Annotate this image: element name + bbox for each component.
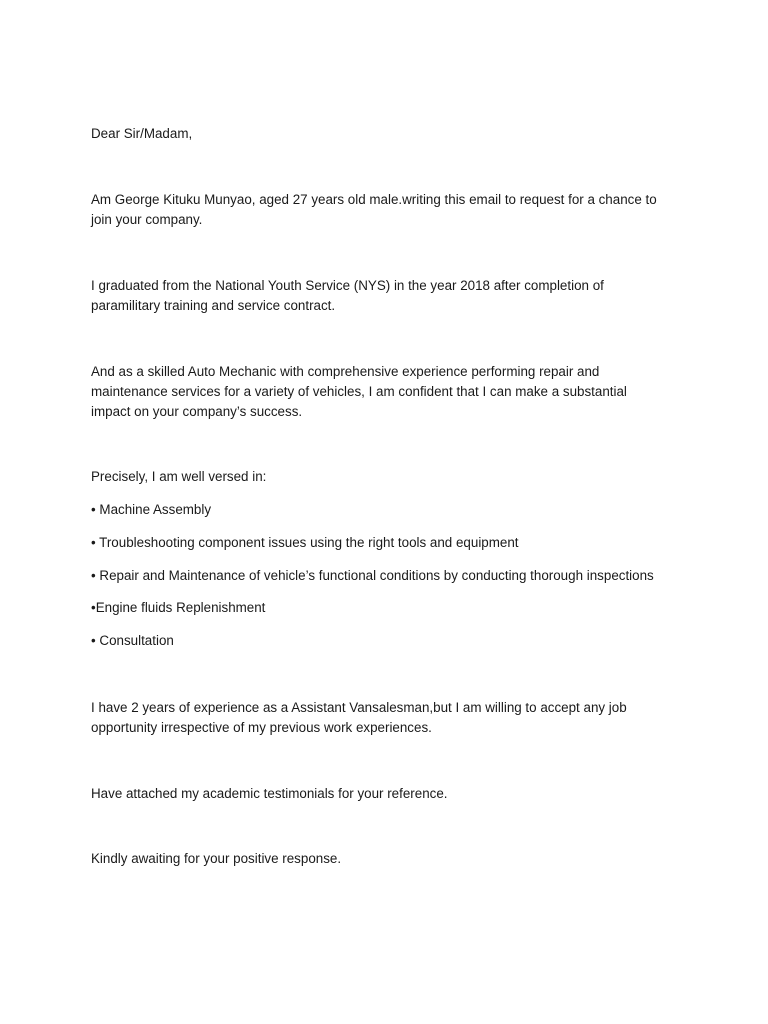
list-item: •Engine fluids Replenishment (91, 600, 266, 615)
experience-line-1: I have 2 years of experience as a Assistant Vansalesman,but I am willing to accept any job (91, 700, 627, 715)
list-item: • Troubleshooting component issues using the right tools and equipment (91, 535, 519, 550)
salutation: Dear Sir/Madam, (91, 126, 193, 141)
education-line-1: I graduated from the National Youth Service (NYS) in the year 2018 after completion of (91, 278, 604, 293)
skills-line-1: And as a skilled Auto Mechanic with comprehensive experience performing repair and (91, 364, 600, 379)
education-line-2: paramilitary training and service contract. (91, 298, 336, 313)
list-item: • Consultation (91, 633, 174, 648)
intro-line-2: join your company. (91, 212, 203, 227)
versed-heading: Precisely, I am well versed in: (91, 469, 267, 484)
skills-line-3: impact on your company’s success. (91, 404, 303, 419)
closing-line: Kindly awaiting for your positive response. (91, 851, 342, 866)
experience-line-2: opportunity irrespective of my previous work experiences. (91, 720, 432, 735)
attachment-line: Have attached my academic testimonials for your reference. (91, 786, 448, 801)
list-item: • Repair and Maintenance of vehicle’s functional conditions by conducting thorough inspections (91, 568, 654, 583)
skills-line-2: maintenance services for a variety of vehicles, I am confident that I can make a substantial (91, 384, 627, 399)
list-item: • Machine Assembly (91, 502, 212, 517)
intro-line-1: Am George Kituku Munyao, aged 27 years old male.writing this email to request for a chance to (91, 192, 657, 207)
